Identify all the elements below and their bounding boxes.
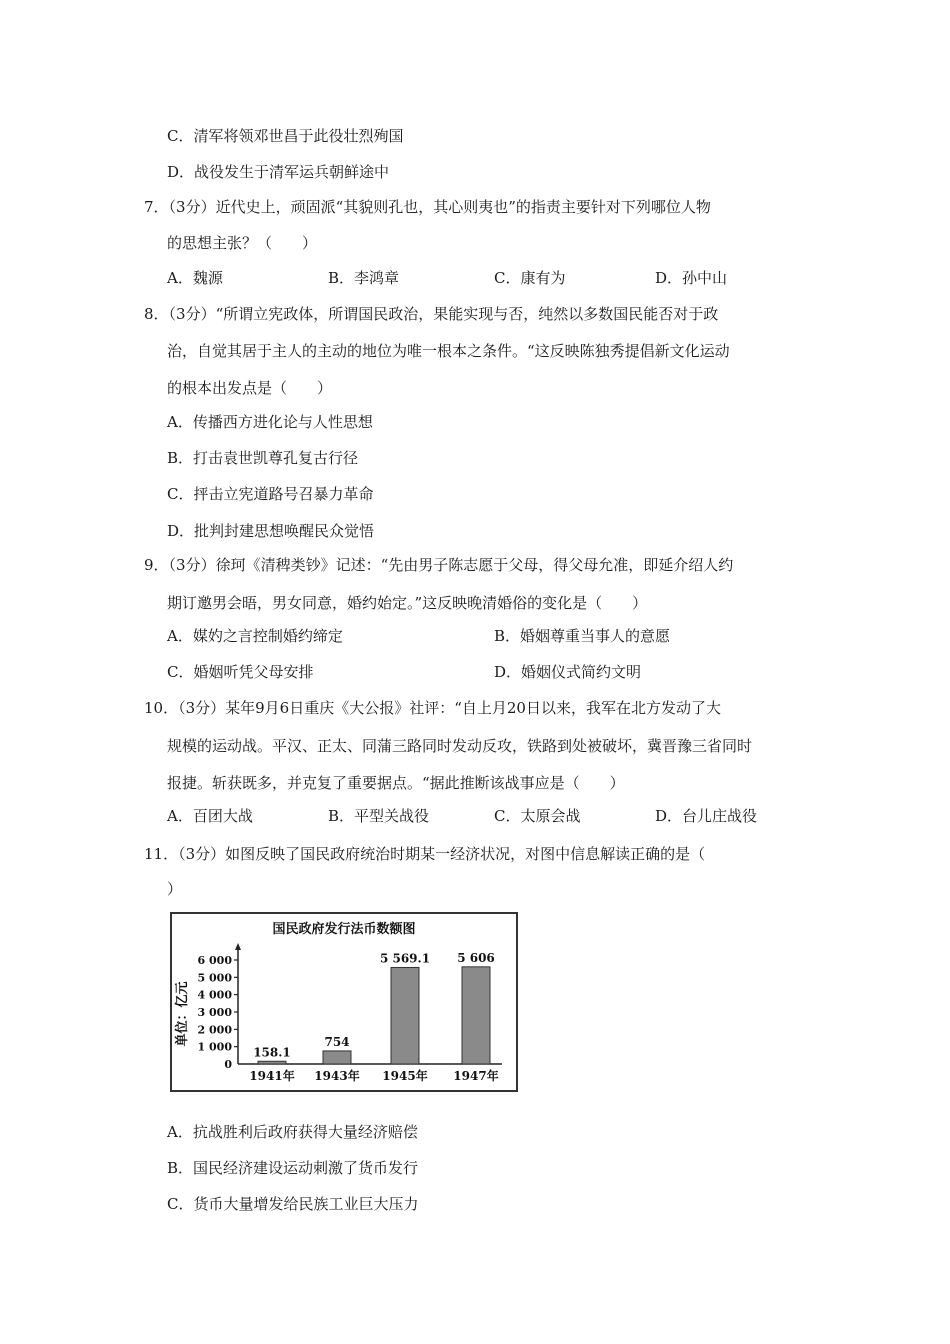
- chart-bar-value-label: 5 569.1: [379, 951, 431, 966]
- q11-option-a: A．抗战胜利后政府获得大量经济赔偿: [167, 1123, 418, 1141]
- chart-y-tick-label: 2 000: [197, 1023, 232, 1037]
- chart-x-tick-label: 1941年: [249, 1069, 295, 1083]
- q10-option-a: A．百团大战: [167, 807, 253, 825]
- q11-stem-line2: ）: [167, 880, 183, 898]
- q9-stem-line1: 9．（3分）徐珂《清稗类钞》记述：“先由男子陈志愿于父母，得父母允准，即延介绍人约: [144, 556, 734, 574]
- q10-option-b: B．平型关战役: [328, 807, 430, 825]
- chart-bars: [249, 951, 498, 1083]
- chart-x-tick-label: 1947年: [453, 1069, 499, 1083]
- q11-option-b: B．国民经济建设运动刺激了货币发行: [167, 1159, 419, 1177]
- q7-option-b: B．李鸿章: [328, 269, 400, 287]
- q7-option-d: D．孙中山: [655, 269, 728, 287]
- q6-option-d: D．战役发生于清军运兵朝鲜途中: [167, 163, 390, 181]
- q7-option-c: C．康有为: [494, 269, 566, 287]
- chart-bar: [323, 1051, 351, 1064]
- chart-y-axis-arrow: [235, 943, 241, 950]
- q8-option-a: A．传播西方进化论与人性思想: [167, 413, 373, 431]
- chart-bar-value-label: 754: [324, 1034, 350, 1049]
- chart-y-tick-label: 5 000: [197, 971, 232, 985]
- q10-stem-line2: 规模的运动战。平汉、正太、同蒲三路同时发动反攻，铁路到处被破坏，冀晋豫三省同时: [167, 737, 753, 755]
- chart-x-tick-label: 1945年: [382, 1069, 428, 1083]
- q7-stem-line1: 7．（3分）近代史上，顽固派“其貌则孔也，其心则夷也”的指责主要针对下列哪位人物: [144, 198, 711, 216]
- q11-stem-line1: 11．（3分）如图反映了国民政府统治时期某一经济状况，对图中信息解读正确的是（: [144, 845, 706, 863]
- chart-bar: [391, 967, 419, 1064]
- q8-option-b: B．打击袁世凯尊孔复古行径: [167, 449, 359, 467]
- chart-bar-value-label: 158.1: [253, 1045, 291, 1060]
- chart-title: 国民政府发行法币数额图: [272, 922, 416, 937]
- q6-option-c: C．清军将领邓世昌于此役壮烈殉国: [167, 127, 404, 145]
- chart-bar: [462, 967, 490, 1064]
- q10-stem-line3: 报捷。斩获既多，并克复了重要据点。“据此推断该战事应是（ ）: [167, 774, 625, 792]
- q8-stem-line3: 的根本出发点是（ ）: [167, 379, 333, 397]
- q9-option-b: B．婚姻尊重当事人的意愿: [494, 627, 671, 645]
- q10-option-d: D．台儿庄战役: [655, 807, 758, 825]
- chart-bar-value-label: 5 606: [457, 950, 495, 965]
- q8-option-d: D．批判封建思想唤醒民众觉悟: [167, 522, 375, 540]
- q9-option-d: D．婚姻仪式简约文明: [494, 663, 642, 681]
- money-issuance-chart: [170, 912, 518, 1092]
- q8-option-c: C．抨击立宪道路号召暴力革命: [167, 485, 374, 503]
- chart-y-tick-label: 4 000: [197, 988, 232, 1002]
- chart-y-tick-label: 1 000: [197, 1040, 232, 1054]
- q8-stem-line2: 治，自觉其居于主人的主动的地位为唯一根本之条件。“这反映陈独秀提倡新文化运动: [167, 342, 730, 360]
- q9-stem-line2: 期订邀男会晤，男女同意，婚约始定。”这反映晚清婚俗的变化是（ ）: [167, 594, 648, 612]
- q10-option-c: C．太原会战: [494, 807, 581, 825]
- q10-stem-line1: 10．（3分）某年9月6日重庆《大公报》社评：“自上月20日以来，我军在北方发动了大: [144, 699, 721, 717]
- chart-bar: [258, 1061, 286, 1064]
- q7-stem-line2: 的思想主张？（ ）: [167, 234, 318, 252]
- chart-svg: [172, 914, 516, 1090]
- chart-y-tick-label: 0: [224, 1058, 232, 1071]
- q11-option-c: C．货币大量增发给民族工业巨大压力: [167, 1195, 419, 1213]
- q8-stem-line1: 8．（3分）“所谓立宪政体，所谓国民政治，果能实现与否，纯然以多数国民能否对于政: [144, 305, 719, 323]
- chart-y-tick-label: 3 000: [197, 1006, 232, 1019]
- chart-x-tick-label: 1943年: [314, 1069, 360, 1083]
- q9-option-a: A．媒妁之言控制婚约缔定: [167, 627, 343, 645]
- q9-option-c: C．婚姻听凭父母安排: [167, 663, 314, 681]
- chart-y-axis-label: 单位：亿元: [175, 981, 190, 1047]
- q7-option-a: A．魏源: [167, 269, 223, 287]
- chart-y-tick-label: 6 000: [197, 954, 232, 967]
